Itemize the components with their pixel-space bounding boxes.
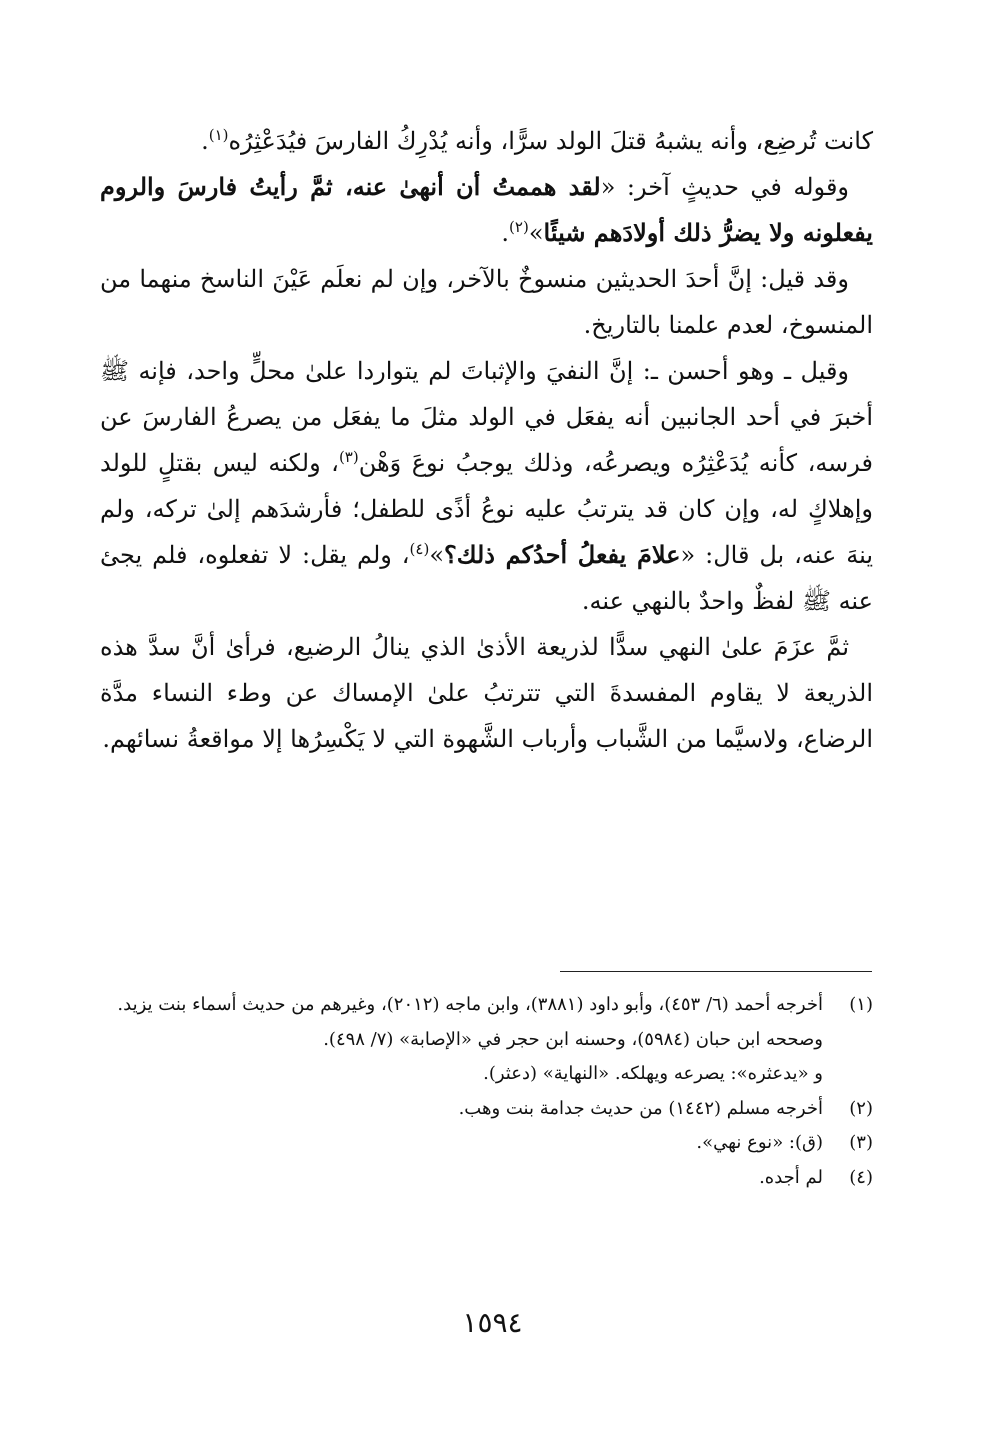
paragraph-1-end: . <box>201 127 209 155</box>
footnote-separator <box>560 971 872 972</box>
footnote-ref-3: (٣) <box>338 448 359 466</box>
paragraph-5: ثمَّ عزَمَ علىٰ النهي سدًّا لذريعة الأذىٰ الذي ينالُ الرضيع، فرأىٰ أنَّ سدَّ هذه الذريعة لا يقاوم المفسدةَ التي تترتبُ علىٰ الإمساك عن وطء النساء مدَّة الرضاع، ولاسيَّما من الشَّباب وأرباب الشَّهوة التي لا يَكْسِرُها إلا مواقعةُ نسائهم. <box>100 633 873 753</box>
footnote-1-continuation-1: وصححه ابن حبان (٥٩٨٤)، وحسنه ابن حجر في «الإصابة» (٧/ ٤٩٨). <box>323 1028 823 1050</box>
paragraph-2-close: » <box>528 219 544 247</box>
main-text <box>100 118 873 762</box>
footnote-1 <box>100 988 873 1023</box>
paragraph-4-part2: ، ولكنه ليس بقتلٍ للولد وإهلاكٍ له، وإن كان قد يترتبُ عليه نوعُ أذًى للطفل؛ فأرشدَهم إلىٰ تركه، ولم ينهَ عنه، بل قال: « <box>100 449 873 569</box>
paragraph-4-part1: وقيل ـ وهو أحسن ـ: إنَّ النفيَ والإثباتَ لم يتواردا علىٰ محلٍّ واحد، فإنه ﷺ أخبرَ في أحد الجانبين أنه يفعَل في الولد مثلَ ما يفعَل من يصرعُ الفارسَ عن فرسه، كأنه يُدَعْثِرُه ويصرعُه، وذلك يوجبُ نوعَ وَهْن <box>100 357 874 477</box>
footnote-2 <box>100 1092 873 1127</box>
paragraph-4 <box>100 348 873 624</box>
footnote-1-number: (١) <box>849 994 873 1015</box>
footnote-2-number: (٢) <box>849 1097 873 1119</box>
footnote-ref-4: (٤) <box>409 540 430 558</box>
footnote-3-number: (٣) <box>849 1132 873 1153</box>
paragraph-4-part3: ، ولم يقل: لا تفعلوه، فلم يجئ عنه ﷺ لفظٌ واحدٌ بالنهي عنه. <box>100 541 873 615</box>
footnote-ref-1: (١) <box>208 126 229 144</box>
footnote-1-text: أخرجه أحمد (٦/ ٤٥٣)، وأبو داود (٣٨٨١)، وابن ماجه (٢٠١٢)، وغيرهم من حديث أسماء بنت يزيد. <box>117 994 823 1015</box>
paragraph-2 <box>100 164 873 256</box>
footnote-3 <box>100 1126 873 1161</box>
footnote-4-number: (٤) <box>849 1166 873 1188</box>
footnotes <box>100 988 873 1195</box>
footnote-2-text: أخرجه مسلم (١٤٤٢) من حديث جدامة بنت وهب. <box>458 1097 823 1119</box>
footnote-4-text: لم أجده. <box>759 1166 823 1188</box>
footnote-1-continuation-2: و «يدعثره»: يصرعه ويهلكه. «النهاية» (دعثر). <box>483 1063 823 1084</box>
paragraph-2-intro: وقوله في حديثٍ آخر: « <box>600 173 850 201</box>
paragraph-3: وقد قيل: إنَّ أحدَ الحديثين منسوخٌ بالآخر، وإن لم نعلَم عَيْنَ الناسخ منهما من المنسوخ، لعدم علمنا بالتاريخ. <box>100 265 873 339</box>
footnote-3-text: (ق): «نوع نهي». <box>696 1132 823 1153</box>
paragraph-1 <box>100 118 873 164</box>
page-number: ١٥٩٤ <box>462 1306 523 1339</box>
footnote-ref-2: (٢) <box>509 218 529 236</box>
hadith-quote-2: علامَ يفعلُ أحدُكم ذلك؟ <box>444 540 681 569</box>
hadith-quote-1: لقد هممتُ أن أنهىٰ عنه، ثمَّ رأيتُ فارسَ والروم يفعلونه ولا يضرُّ ذلك أولادَهم شيئًا <box>100 172 873 247</box>
paragraph-2-end: . <box>501 219 510 247</box>
paragraph-1-text: كانت تُرضِع، وأنه يشبهُ قتلَ الولد سرًّا، وأنه يُدْرِكُ الفارسَ فيُدَعْثِرُه <box>228 127 873 155</box>
footnote-4 <box>100 1161 873 1196</box>
paragraph-4-close: » <box>429 541 445 569</box>
